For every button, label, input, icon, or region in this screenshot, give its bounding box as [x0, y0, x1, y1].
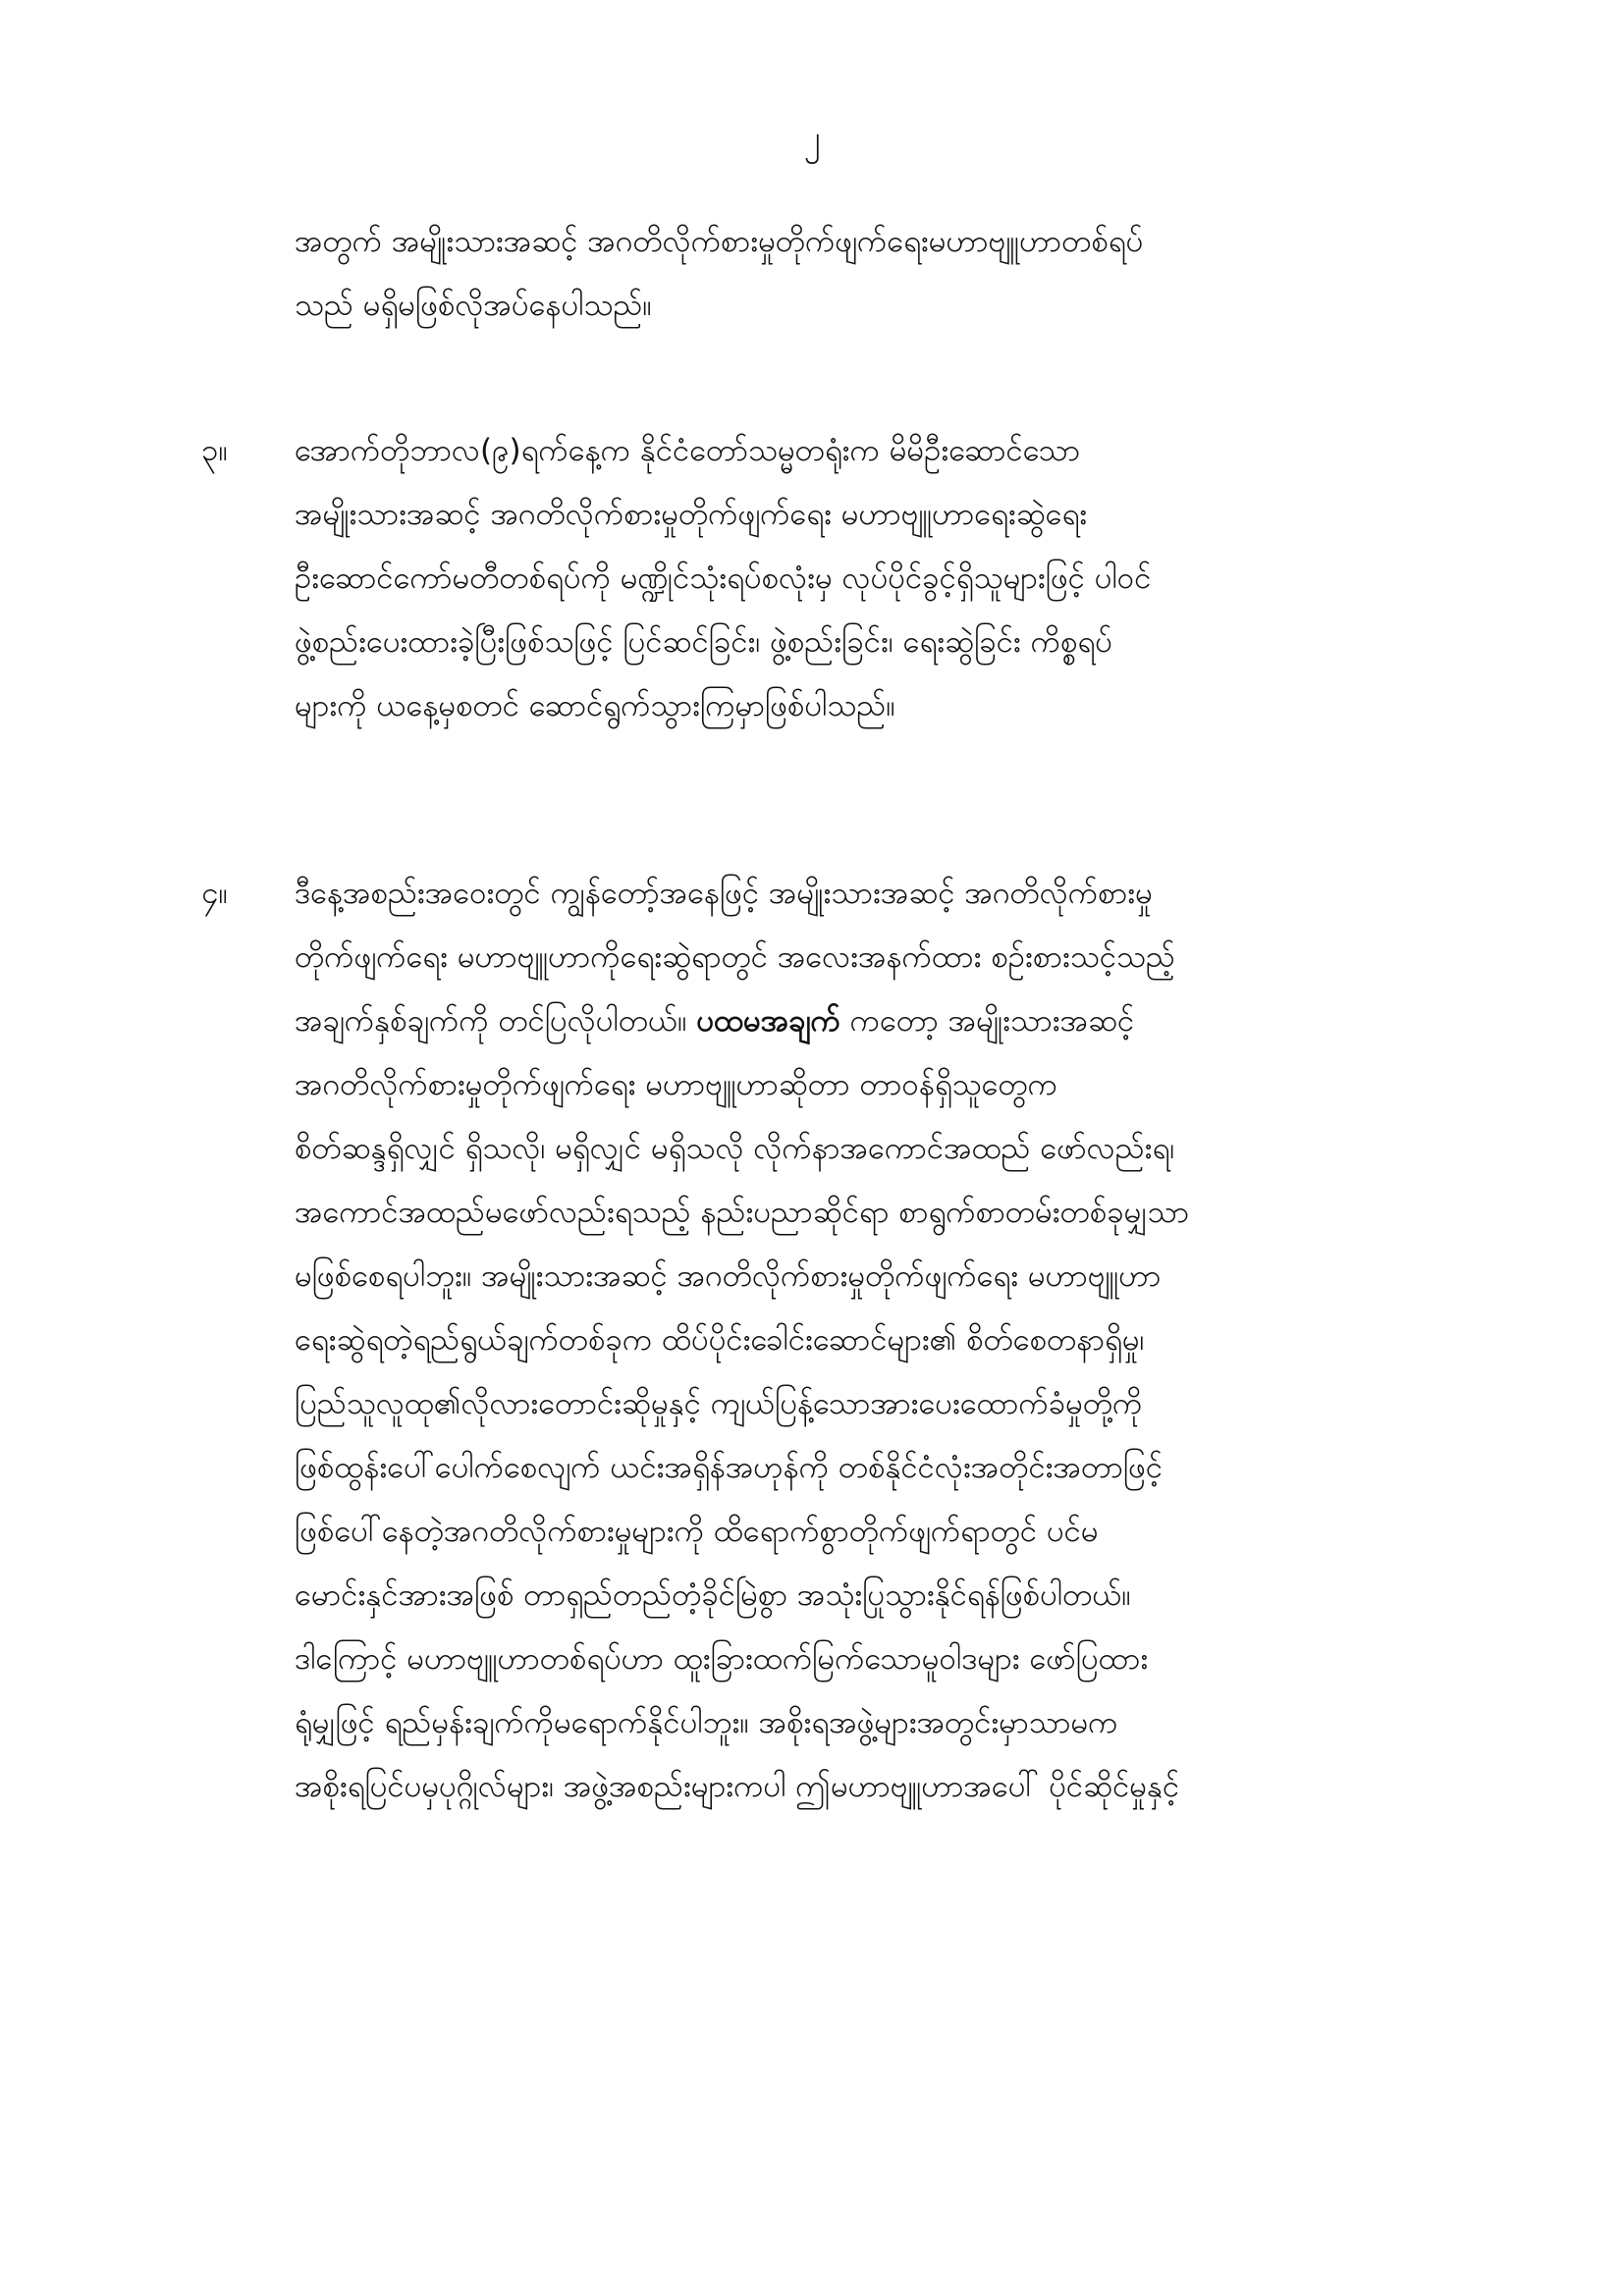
paragraph-number-3: ၃။	[201, 433, 228, 468]
paragraph-line: အဂတိလိုက်စားမှုတိုက်ဖျက်ရေး မဟာဗျူဟာဆိုတာ တာဝန်ရှိသူတွေက	[295, 1067, 1057, 1102]
paragraph-line: ရေးဆွဲရတဲ့ရည်ရွယ်ချက်တစ်ခုက ထိပ်ပိုင်းခေါင်းဆောင်များ၏ စိတ်စေတနာရှိမှု၊	[295, 1322, 1145, 1358]
page-number: ၂	[803, 119, 821, 158]
paragraph-line: ဖြစ်ပေါ်နေတဲ့အဂတိလိုက်စားမှုများကို ထိရောက်စွာတိုက်ဖျက်ရာတွင် ပင်မ	[295, 1514, 1099, 1549]
paragraph-line: အကောင်အထည်မဖော်လည်းရသည့် နည်းပညာဆိုင်ရာ စာရွက်စာတမ်းတစ်ခုမျှသာ	[295, 1195, 1190, 1230]
paragraph-line: ဖွဲ့စည်းပေးထားခဲ့ပြီးဖြစ်သဖြင့် ပြင်ဆင်ခြင်း၊ ဖွဲ့စည်းခြင်း၊ ရေးဆွဲခြင်း ကိစ္စရပ်	[295, 624, 1112, 660]
paragraph-line: အမျိုးသားအဆင့် အဂတိလိုက်စားမှုတိုက်ဖျက်ရေး မဟာဗျူဟာရေးဆွဲရေး	[295, 497, 1088, 532]
paragraph-line: ပြည်သူလူထု၏လိုလားတောင်းဆိုမှုနှင့် ကျယ်ပြန့်သောအားပေးထောက်ခံမှုတို့ကို	[295, 1386, 1143, 1421]
paragraph-number-4: ၄။	[201, 876, 228, 911]
paragraph-line: ဒီနေ့အစည်းအဝေးတွင် ကျွန်တော့်အနေဖြင့် အမျိုးသားအဆင့် အဂတိလိုက်စားမှု	[295, 876, 1153, 911]
paragraph-line	[295, 989, 1534, 1053]
line-text: ကတော့ အမျိုးသားအဆင့်	[839, 1003, 1135, 1039]
paragraph-line: ဒါကြောင့် မဟာဗျူဟာတစ်ရပ်ဟာ ထူးခြားထက်မြက်သောမူဝါဒများ ဖော်ပြထား	[295, 1641, 1149, 1677]
paragraph-line: စိတ်ဆန္ဒရှိလျှင် ရှိသလို၊ မရှိလျှင် မရှိသလို လိုက်နာအကောင်အထည် ဖော်လည်းရ၊	[295, 1131, 1175, 1166]
paragraph-4	[295, 862, 1534, 1819]
paragraph-3	[295, 419, 1534, 738]
paragraph-line: အတွက် အမျိုးသားအဆင့် အဂတိလိုက်စားမှုတိုက်ဖျက်ရေးမဟာဗျူဟာတစ်ရပ်	[295, 224, 1144, 259]
line-text: အချက်နှစ်ချက်ကို တင်ပြလိုပါတယ်။	[295, 1003, 697, 1039]
paragraph-line: များကို ယနေ့မှစတင် ဆောင်ရွက်သွားကြမှာဖြစ်ပါသည်။	[295, 688, 895, 723]
paragraph-line: မဖြစ်စေရပါဘူး။ အမျိုးသားအဆင့် အဂတိလိုက်စားမှုတိုက်ဖျက်ရေး မဟာဗျူဟာ	[295, 1258, 1162, 1294]
paragraph-line: ဦးဆောင်ကော်မတီတစ်ရပ်ကို မဏ္ဍိုင်သုံးရပ်စလုံးမှ လုပ်ပိုင်ခွင့်ရှိသူများဖြင့် ပါဝင်	[295, 561, 1152, 596]
paragraph-line: အောက်တိုဘာလ(၉)ရက်နေ့က နိုင်ငံတော်သမ္မတရုံးက မိမိဦးဆောင်သော	[295, 433, 1081, 468]
bold-emphasis: ပထမအချက်	[696, 1003, 840, 1039]
paragraph-line: သည် မရှိမဖြစ်လိုအပ်နေပါသည်။	[295, 288, 652, 323]
paragraph-line: မောင်းနှင်အားအဖြစ် တာရှည်တည်တံ့ခိုင်မြဲစွာ အသုံးပြုသွားနိုင်ရန်ဖြစ်ပါတယ်။	[295, 1577, 1131, 1613]
paragraph-line: အစိုးရပြင်ပမှပုဂ္ဂိုလ်များ၊ အဖွဲ့အစည်းများကပါ ဤမဟာဗျူဟာအပေါ် ပိုင်ဆိုင်မှုနှင့်	[295, 1769, 1180, 1804]
paragraph-line: တိုက်ဖျက်ရေး မဟာဗျူဟာကိုရေးဆွဲရာတွင် အလေးအနက်ထား စဉ်းစားသင့်သည့်	[295, 939, 1175, 975]
continuation-paragraph	[295, 210, 1534, 338]
paragraph-line: ဖြစ်ထွန်းပေါ်ပေါက်စေလျက် ယင်းအရှိန်အဟုန်ကို တစ်နိုင်ငံလုံးအတိုင်းအတာဖြင့်	[295, 1450, 1164, 1485]
paragraph-line: ရုံမျှဖြင့် ရည်မှန်းချက်ကိုမရောက်နိုင်ပါဘူး။ အစိုးရအဖွဲ့များအတွင်းမှာသာမက	[295, 1705, 1118, 1740]
